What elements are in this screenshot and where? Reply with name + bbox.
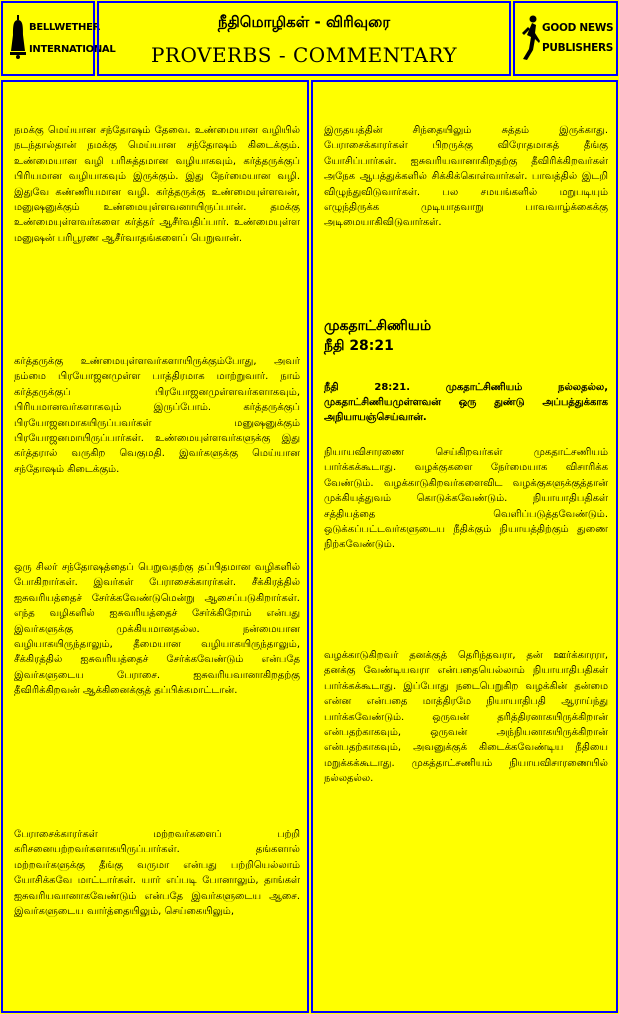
right-intro-paragraph: இருதயத்தின் சிந்தையிலும் சுத்தம் இருக்காது. பேராசைக்காரர்கள் பிறருக்கு விரோதமாகத் தீங்கு யோசிப்பார்கள். ஐசுவரியவானாகிறதற்கு தீவிரிக்கிறவர்கள் அநேக ஆபத்துக்களில் சிக்கிக்கொள்வார்கள். பாவத்தில் இடறி விழுந்துவிடுவார்கள். பல சமயங்களில் மறுபடியும் எழுந்திருக்க முடியாதவாறு பாவவாழ்க்கைக்கு அடிமையாகிவிடுவார்கள். <box>324 125 608 229</box>
bellwether-logo <box>1 1 116 76</box>
good-news-subname: PUBLISHERS <box>542 42 613 54</box>
bellwether-name: BELLWETHER <box>29 22 101 33</box>
title-tamil: நீதிமொழிகள் - விரிவுரை <box>217 13 391 31</box>
good-news-name: GOOD NEWS <box>542 22 614 34</box>
right-paragraph-1: நியாயவிசாரணை செய்கிறவர்கள் முகதாட்சணியம் பார்க்கக்கூடாது. வழக்குகளை நேர்மையாக விசாரிக்க வேண்டும். வழக்காடுகிறவர்களைவிட வழக்குகளுக்குத்தான் முக்கியத்துவம் கொடுக்கவேண்டும். நியாயாதிபதிகள் சத்தியத்தை வெளிப்படுத்தவேண்டும். ஒடுக்கப்பட்டவர்களுடைய நீதிக்கும் நியாயத்திற்கும் துணை நிற்கவேண்டும். <box>324 447 608 551</box>
right-column <box>311 80 618 1013</box>
page-header <box>97 1 511 76</box>
good-news-logo <box>513 1 618 76</box>
runner-icon <box>521 15 541 61</box>
title-english: PROVERBS - COMMENTARY <box>150 43 458 67</box>
bell-icon <box>10 15 26 59</box>
verse-text: நீதி 28:21. முகதாட்சிணியம் நல்லதல்ல, முகதாட்சிணியமுள்ளவன் ஒரு துண்டு அப்பத்துக்காக அநியாயஞ்செய்வான். <box>324 382 608 423</box>
left-paragraph-2: கர்த்தருக்கு உண்மையுள்ளவர்களாயிருக்கும்போது, அவர் நம்மை பிரயோஜனமுள்ள பாத்திரமாக மாற்றுவார். நாம் கர்த்தருக்குப் பிரயோஜனமுள்ளவர்களாகவும், பிரியமானவர்களாகவும் இருப்போம். கர்த்தருக்குப் பிரயோஜனமாகயிருப்பவர்கள் மனுஷனுக்கும் பிரயோஜனமாயிருப்பார்கள். உண்மையுள்ளவர்களுக்கு இது கர்த்தரால் வருகிற வெகுமதி. இவர்களுக்கு மெய்யான சந்தோஷம் கிடைக்கும். <box>14 356 300 475</box>
left-paragraph-3: ஒரு சிலர் சந்தோஷத்தைப் பெறுவதற்கு தப்பிதமான வழிகளில் போகிறார்கள். இவர்கள் பேராசைக்காரர்கள். சீக்கிரத்தில் ஐசுவரியத்தைச் சேர்க்கவேண்டுமென்று ஆசைப்படுகிறார்கள். எந்த வழிகளில் ஐசுவரியத்தைச் சேர்க்கிறோம் என்பது இவர்களுக்கு முக்கியமானதல்ல. நன்மையான வழியாகயிருந்தாலும், தீமையான வழியாகயிருந்தாலும், சீக்கிரத்தில் ஐசுவரியத்தைச் சேர்க்கவேண்டும் என்பதே இவர்களுடைய பேராசை. ஐசுவரியவானாகிறதற்கு தீவிரிக்கிறவன் ஆக்கினைக்குத் தப்பிக்கமாட்டான். <box>14 562 300 697</box>
section-heading: முகதாட்சிணியம் <box>324 318 432 334</box>
left-paragraph-4: பேராசைக்காரர்கள் மற்றவர்களைப் பற்றி கரிசனையற்றவர்களாகயிருப்பார்கள். தங்களால் மற்றவர்களுக்கு தீங்கு வருமா என்பது பற்றியெல்லாம் யோசிக்கவே மாட்டார்கள். யார் எப்படி போனாலும், தாங்கள் ஐசுவரியவானாகவேண்டும் என்பதே இவர்களுடைய ஆசை. இவர்களுடைய வார்த்தையிலும், செய்கையிலும், <box>14 829 300 918</box>
right-paragraph-2: வழக்காடுகிறவர் தனக்குத் தெரிந்தவரா, தன் ஊர்க்காரரா, தனக்கு வேண்டியவரா என்பதையெல்லாம் நியாயாதிபதிகள் பார்க்கக்கூடாது. இப்போது நடைபெறுகிற வழக்கின் தன்மை என்ன என்பதை மாத்திரமே நியாயாதிபதி ஆராய்ந்து பார்க்கவேண்டும். ஒருவன் தரித்திரனாகயிருக்கிறான் என்பதற்காகவும், ஒருவன் அந்நியனாகயிருக்கிறான் என்பதற்காகவும், அவனுக்குக் கிடைக்கவேண்டிய நீதியை மறுக்கக்கூடாது. முகத்தாட்சணியம் நியாயவிசாரணையில் நல்லதல்ல. <box>324 650 608 785</box>
left-column <box>1 80 309 1013</box>
left-paragraph-1: நமக்கு மெய்யான சந்தோஷம் தேவை. உண்மையான வழியில் நடந்தால்தான் நமக்கு மெய்யான சந்தோஷம் கிடைக்கும். உண்மையான வழி பரிசுத்தமான வழியாகவும், கர்த்தருக்குப் பிரியமான வழியாகவும் இருக்கும். இது நேர்மையான வழி. இதுவே கண்ணியமான வழி. கர்த்தருக்கு உண்மையுள்ளவன், மனுஷனுக்கும் உண்மையுள்ளவனாயிருப்பான். தமக்கு உண்மையுள்ளவர்களை கர்த்தர் ஆசீர்வதிப்பார். உண்மையுள்ள மனுஷன் பரிபூரண ஆசீர்வாதங்களைப் பெறுவான். <box>14 125 300 244</box>
bellwether-subname: INTERNATIONAL <box>29 44 116 55</box>
section-reference: நீதி 28:21 <box>324 338 394 354</box>
